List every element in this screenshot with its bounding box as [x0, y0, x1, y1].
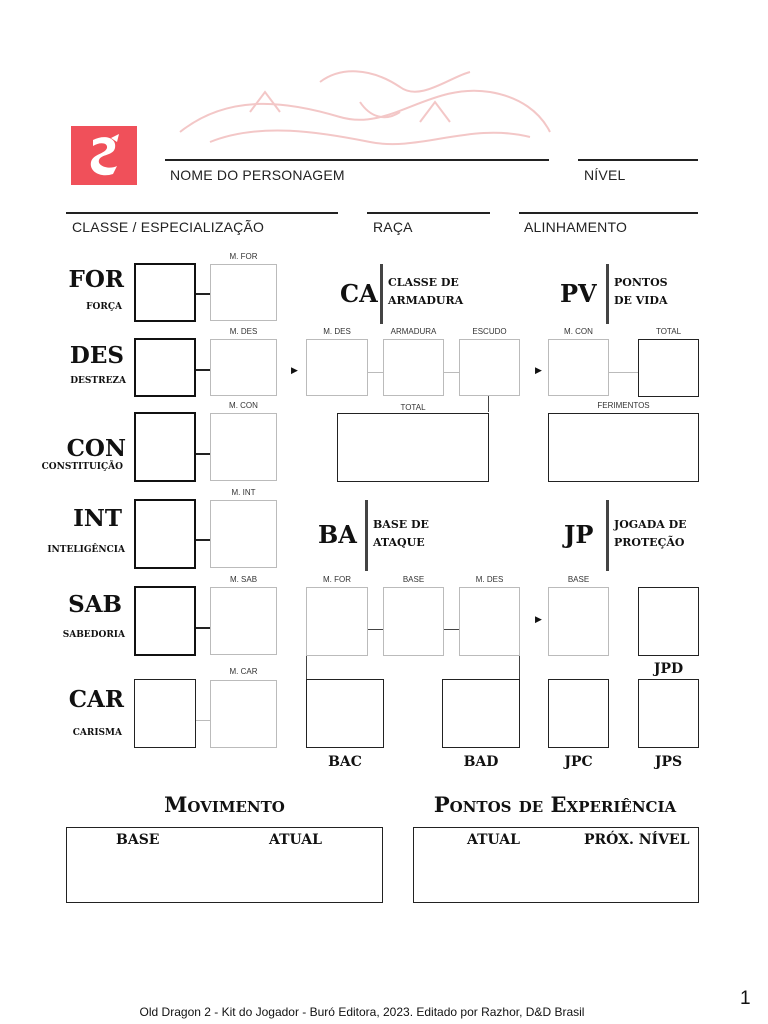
des-mod-box[interactable] [210, 339, 277, 396]
for-mod-label: M. FOR [229, 252, 258, 261]
jpd-label: JPD [653, 661, 684, 677]
ba-mfor-label: M. FOR [323, 575, 351, 584]
pv-mcon-box[interactable] [548, 339, 609, 396]
pv-total-box[interactable] [638, 339, 699, 397]
attr-int-name: INTELIGÊNCIA [47, 545, 125, 555]
attr-for-abbr: FOR [68, 266, 124, 293]
sab-score-box[interactable] [134, 586, 196, 656]
ba-base-box[interactable] [383, 587, 444, 656]
attr-sab-abbr: SAB [68, 591, 122, 618]
sab-mod-box[interactable] [210, 587, 277, 655]
class-label: CLASSE / ESPECIALIZAÇÃO [72, 219, 265, 235]
int-mod-label: M. INT [231, 488, 256, 497]
attr-for-name: FORÇA [86, 302, 122, 312]
attr-int-abbr: INT [73, 505, 122, 532]
ca-armor-label: ARMADURA [390, 327, 437, 336]
ba-mdes-box[interactable] [459, 587, 520, 656]
character-name-label: NOME DO PERSONAGEM [170, 167, 345, 183]
dragon-logo [71, 126, 137, 185]
triangle-right-icon: ▶ [535, 365, 542, 375]
bac-box[interactable] [306, 679, 384, 748]
jp-base-label: BASE [567, 575, 590, 584]
ba-mdes-label: M. DES [475, 575, 504, 584]
page-number: 1 [740, 988, 751, 1009]
triangle-right-icon: ▶ [291, 365, 298, 375]
car-score-box[interactable] [134, 679, 196, 748]
attr-car-abbr: CAR [68, 686, 124, 713]
jp-base-box[interactable] [548, 587, 609, 656]
jp-abbr: JP [564, 520, 594, 549]
car-mod-label: M. CAR [229, 667, 258, 676]
for-mod-box[interactable] [210, 264, 277, 321]
experience-current-label: ATUAL [467, 832, 520, 848]
bad-box[interactable] [442, 679, 520, 748]
ca-mdes-label: M. DES [323, 327, 351, 336]
attr-car-name: CARISMA [72, 728, 122, 738]
attr-con-name: CONSTITUIÇÃO [41, 462, 123, 472]
movement-base-label: BASE [116, 832, 160, 848]
ca-armor-box[interactable] [383, 339, 444, 396]
experience-title: Pontos de Experiência [433, 792, 677, 817]
ba-desc-line2: ATAQUE [373, 536, 425, 549]
movement-title: Movimento [164, 792, 285, 817]
alignment-label: ALINHAMENTO [524, 219, 628, 235]
movement-current-label: ATUAL [269, 832, 322, 848]
pv-total-label: TOTAL [655, 327, 682, 336]
jpc-box[interactable] [548, 679, 609, 748]
attr-des-abbr: DES [69, 342, 124, 369]
attr-con-abbr: CON [66, 435, 126, 462]
ba-base-label: BASE [402, 575, 425, 584]
int-score-box[interactable] [134, 499, 196, 569]
ba-mfor-box[interactable] [306, 587, 368, 656]
ca-total-box[interactable] [337, 413, 489, 482]
footer-credit: Old Dragon 2 - Kit do Jogador - Buró Editora, 2023. Editado por Razhor, D&D Brasil [139, 1005, 585, 1019]
for-score-box[interactable] [134, 263, 196, 322]
pv-desc-line1: PONTOS [614, 276, 668, 289]
pv-wounds-label: FERIMENTOS [597, 401, 650, 410]
ba-desc-line1: BASE DE [373, 518, 429, 531]
con-score-box[interactable] [134, 412, 196, 482]
car-mod-box[interactable] [210, 680, 277, 748]
des-mod-label: M. DES [229, 327, 258, 336]
int-mod-box[interactable] [210, 500, 277, 568]
triangle-right-icon: ▶ [535, 614, 542, 624]
pv-wounds-box[interactable] [548, 413, 699, 482]
attr-sab-name: SABEDORIA [62, 630, 125, 640]
ca-mdes-box[interactable] [306, 339, 368, 396]
dragon-logo-icon [71, 126, 137, 185]
jp-desc-line1: JOGADA DE [614, 518, 687, 531]
ca-desc-line2: ARMADURA [388, 294, 464, 307]
con-mod-box[interactable] [210, 413, 277, 481]
bad-label: BAD [463, 754, 499, 770]
race-label: RAÇA [373, 219, 413, 235]
pv-abbr: PV [560, 279, 597, 308]
level-label: NÍVEL [584, 167, 626, 183]
dragon-watermark-icon [170, 62, 560, 162]
con-mod-label: M. CON [229, 401, 258, 410]
ca-abbr: CA [340, 279, 378, 308]
pv-desc-line2: DE VIDA [614, 294, 668, 307]
ca-total-label: TOTAL [400, 403, 426, 412]
jps-label: JPS [654, 754, 683, 770]
jp-desc-line2: PROTEÇÃO [614, 536, 685, 549]
sab-mod-label: M. SAB [229, 575, 258, 584]
jpc-label: JPC [564, 754, 593, 770]
ca-shield-label: ESCUDO [472, 327, 507, 336]
ca-desc-line1: CLASSE DE [388, 276, 459, 289]
movement-box[interactable] [66, 827, 383, 903]
ca-shield-box[interactable] [459, 339, 520, 396]
pv-mcon-label: M. CON [564, 327, 593, 336]
ba-abbr: BA [318, 520, 357, 549]
des-score-box[interactable] [134, 338, 196, 397]
bac-label: BAC [328, 754, 362, 770]
jpd-box[interactable] [638, 587, 699, 656]
jps-box[interactable] [638, 679, 699, 748]
attr-des-name: DESTREZA [70, 376, 126, 386]
experience-next-level-label: PRÓX. NÍVEL [584, 832, 690, 848]
